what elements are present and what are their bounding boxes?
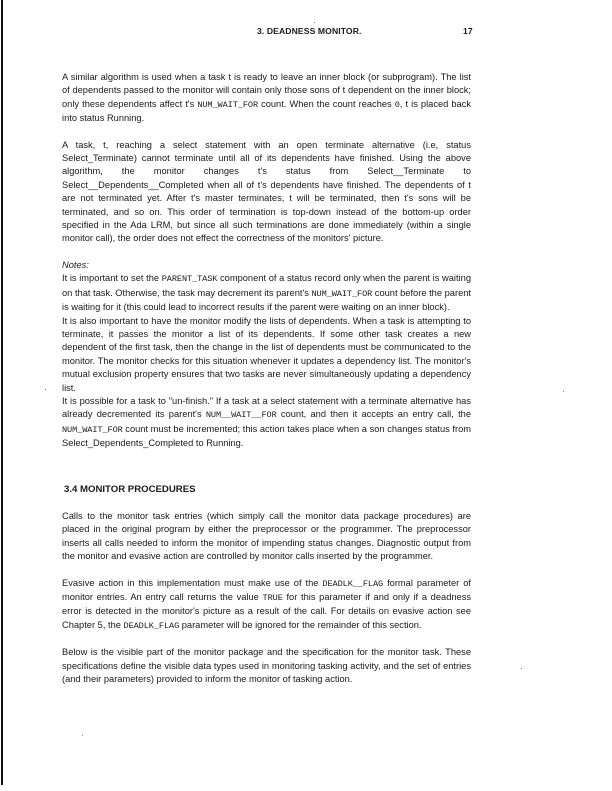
- text-run: for this parameter if and only if a deadness error is detected in the monitor's picture as a result of the call. For details on evasive action see Chapter 5, the: [62, 592, 471, 630]
- text-run: count before the parent is waiting for it (this could lead to incorrect results if the parent were waiting on an inner block).: [62, 287, 471, 313]
- note-un-finish: [62, 395, 471, 451]
- text-run: count, and then it accepts an entry call, the: [276, 409, 471, 420]
- code-num-wait-for: NUM_WAIT_FOR: [197, 99, 258, 110]
- code-true: TRUE: [262, 593, 283, 603]
- code-num-wait-for: NUM_WAIT_FOR: [62, 424, 123, 435]
- scan-speck: [45, 389, 46, 390]
- scan-speck: [563, 391, 564, 392]
- paragraph-visible-part: Below is the visible part of the monitor package and the specification for the monitor task. These specifications define the visible data types used in monitoring tasking activity, and the set of entries (and their parameters) provided to inform the monitor of tasking action.: [62, 647, 471, 685]
- running-header: [0, 26, 612, 40]
- note-parent-task: [62, 272, 471, 314]
- notes-block: [62, 259, 471, 451]
- text-run: , t is placed back into status Running.: [62, 98, 472, 124]
- page-number: 17: [463, 26, 473, 36]
- code-num-wait-for: NUM__WAIT__FOR: [205, 410, 277, 421]
- code-parent-task: PARENT_TASK: [161, 274, 218, 285]
- page-body: [62, 71, 471, 686]
- scan-speck: [314, 22, 315, 23]
- paragraph-inner-block: [62, 71, 471, 126]
- text-run: A similar algorithm is used when a task t is ready to leave an inner block (or subprogram). The list of dependents passed to the monitor will contain only those sons of t dependent on the inner block; only these dependents affect t's: [62, 72, 471, 109]
- text-run: parameter will be ignored for the remainder of this section.: [179, 619, 422, 630]
- paragraph-monitor-calls: Calls to the monitor task entries (which simply call the monitor data package procedures) are placed in the original program by either the preprocessor or the programmer. The preprocessor inserts all calls needed to inform the monitor of impending status changes. Diagnostic output from the monitor and evasive action are controlled by monitor calls inserted by the programmer.: [62, 510, 471, 562]
- notes-label: Notes:: [62, 259, 89, 270]
- text-run: Evasive action in this implementation must make use of the: [62, 577, 323, 588]
- paragraph-evasive-action: [62, 577, 471, 634]
- code-num-wait-for: NUM_WAIT_FOR: [311, 288, 373, 299]
- text-run: count. When the count reaches: [258, 98, 395, 109]
- page-left-edge-rule: [1, 0, 3, 785]
- scan-speck: [82, 735, 83, 736]
- text-run: It is important to set the: [62, 273, 162, 284]
- text-run: count must be incremented; this action takes place when a son changes status from Select_Dependents_Completed to Running.: [62, 423, 471, 449]
- text-run: component of a status record only when the parent is waiting on that task. Otherwise, the task may decrement its parent's: [62, 273, 471, 298]
- code-zero: 0: [394, 99, 400, 110]
- note-dependency-lists: It is also important to have the monitor modify the lists of dependents. When a task is attempting to terminate, it passes the monitor a list of its dependents. If some other task creates a new dependent of the first task, then the change in the list of dependents must be communicated to the monitor. The monitor checks for this situation whenever it updates a dependency list. The monitor's mutual exclusion property ensures that two tasks are never simultaneously updating a dependency list.: [62, 315, 471, 393]
- running-title: 3. DEADNESS MONITOR.: [257, 26, 362, 36]
- scan-speck: [521, 668, 522, 669]
- code-deadlk-flag: DEADLK_FLAG: [123, 620, 180, 631]
- paragraph-select-terminate: A task, t, reaching a select statement with an open terminate alternative (i.e, status Select_Terminate) cannot terminate until all of its dependents have finished. Using the above algorithm, the monitor changes t's status from Select__Terminate to Select__Dependents__Completed when all of t's dependents have finished. The dependents of t are not terminated yet. After t's master terminates, t will be terminated, then t's sons will be terminated, and so on. This order of termination is top-down instead of the bottom-up order specified in the Ada LRM, but since all such terminations are done immediately (within a single monitor call), the order does not effect the correctness of the monitors' picture.: [62, 139, 471, 244]
- section-heading: 3.4 MONITOR PROCEDURES: [64, 483, 196, 495]
- code-deadlk-flag: DEADLK__FLAG: [322, 578, 384, 589]
- text-run: formal parameter of monitor entries. An entry call returns the value: [62, 577, 471, 602]
- text-run: It is possible for a task to "un-finish." If a task at a select statement with a terminate alternative has already decremented its parent's: [62, 395, 471, 420]
